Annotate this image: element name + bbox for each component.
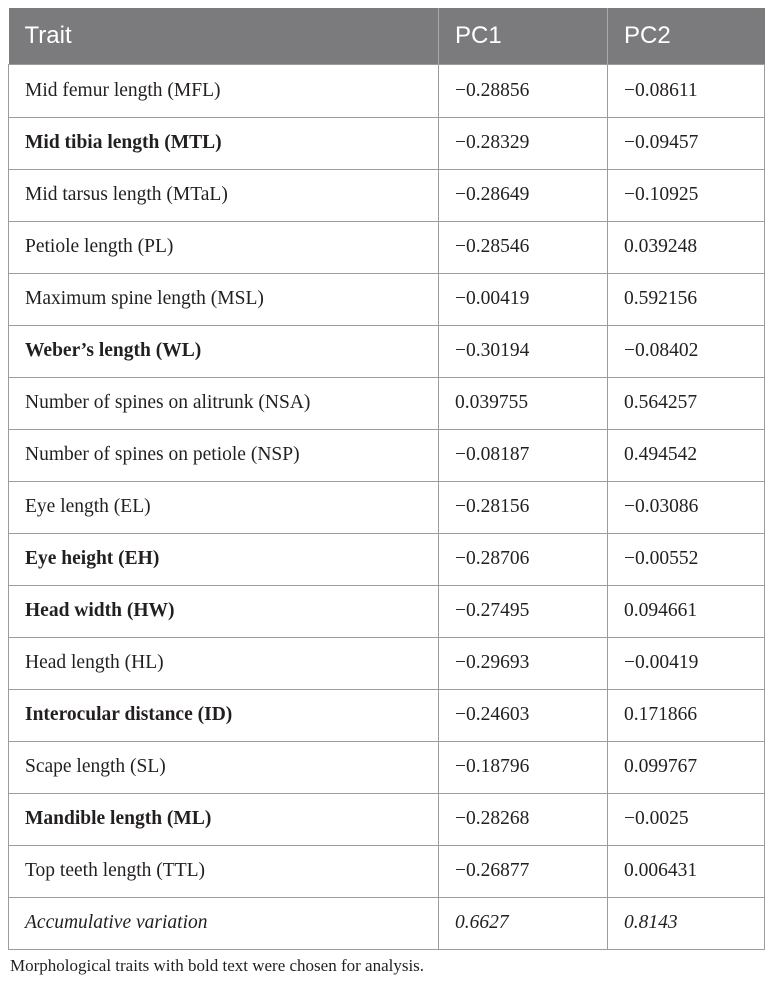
table-row [9, 117, 765, 169]
pc2-cell: −0.10925 [608, 169, 765, 221]
pc2-cell: 0.171866 [608, 689, 765, 741]
summary-pc2-cell: 0.8143 [608, 897, 765, 949]
table-row [9, 637, 765, 689]
trait-cell: Mid tarsus length (MTaL) [9, 169, 439, 221]
pc1-cell: −0.28649 [439, 169, 608, 221]
trait-cell: Weber’s length (WL) [9, 325, 439, 377]
table-row [9, 533, 765, 585]
pc2-cell: 0.494542 [608, 429, 765, 481]
pc1-cell: −0.28329 [439, 117, 608, 169]
pc2-cell: 0.564257 [608, 377, 765, 429]
pc1-cell: −0.27495 [439, 585, 608, 637]
trait-cell: Mandible length (ML) [9, 793, 439, 845]
trait-cell: Interocular distance (ID) [9, 689, 439, 741]
table-row [9, 585, 765, 637]
table-row [9, 793, 765, 845]
pc2-cell: −0.08402 [608, 325, 765, 377]
trait-cell: Maximum spine length (MSL) [9, 273, 439, 325]
pca-loadings-table [8, 8, 765, 950]
summary-label-cell: Accumulative variation [9, 897, 439, 949]
trait-cell: Mid tibia length (MTL) [9, 117, 439, 169]
pc2-cell: 0.039248 [608, 221, 765, 273]
pc1-cell: −0.28706 [439, 533, 608, 585]
table-row [9, 429, 765, 481]
trait-cell: Number of spines on petiole (NSP) [9, 429, 439, 481]
table-row [9, 741, 765, 793]
pc2-cell: −0.00552 [608, 533, 765, 585]
trait-cell: Top teeth length (TTL) [9, 845, 439, 897]
pc1-cell: −0.08187 [439, 429, 608, 481]
trait-cell: Number of spines on alitrunk (NSA) [9, 377, 439, 429]
trait-cell: Eye height (EH) [9, 533, 439, 585]
pc2-cell: 0.094661 [608, 585, 765, 637]
pc1-cell: −0.18796 [439, 741, 608, 793]
table-row [9, 481, 765, 533]
table-row [9, 325, 765, 377]
pc1-cell: −0.00419 [439, 273, 608, 325]
summary-pc1-cell: 0.6627 [439, 897, 608, 949]
header-row [9, 8, 765, 64]
trait-cell: Mid femur length (MFL) [9, 64, 439, 117]
trait-cell: Head width (HW) [9, 585, 439, 637]
header-pc2: PC2 [608, 8, 765, 64]
pc1-cell: 0.039755 [439, 377, 608, 429]
table-row [9, 273, 765, 325]
table-row [9, 377, 765, 429]
table-row [9, 689, 765, 741]
trait-cell: Eye length (EL) [9, 481, 439, 533]
pc1-cell: −0.28856 [439, 64, 608, 117]
pc2-cell: 0.592156 [608, 273, 765, 325]
pc1-cell: −0.30194 [439, 325, 608, 377]
table-header [9, 8, 765, 64]
pc2-cell: −0.00419 [608, 637, 765, 689]
pc2-cell: −0.0025 [608, 793, 765, 845]
pc2-cell: −0.09457 [608, 117, 765, 169]
table-row [9, 169, 765, 221]
header-pc1: PC1 [439, 8, 608, 64]
trait-cell: Head length (HL) [9, 637, 439, 689]
pc1-cell: −0.28268 [439, 793, 608, 845]
table-footnote: Morphological traits with bold text were chosen for analysis. [10, 956, 425, 975]
pc2-cell: 0.006431 [608, 845, 765, 897]
table-row [9, 845, 765, 897]
pca-loadings-table-container [8, 8, 764, 950]
pc1-cell: −0.28156 [439, 481, 608, 533]
pc1-cell: −0.29693 [439, 637, 608, 689]
table-row [9, 221, 765, 273]
pc1-cell: −0.26877 [439, 845, 608, 897]
pc1-cell: −0.28546 [439, 221, 608, 273]
trait-cell: Petiole length (PL) [9, 221, 439, 273]
table-body [9, 64, 765, 949]
pc1-cell: −0.24603 [439, 689, 608, 741]
trait-cell: Scape length (SL) [9, 741, 439, 793]
pc2-cell: 0.099767 [608, 741, 765, 793]
header-trait: Trait [9, 8, 439, 64]
pc2-cell: −0.08611 [608, 64, 765, 117]
table-row [9, 64, 765, 117]
summary-row [9, 897, 765, 949]
pc2-cell: −0.03086 [608, 481, 765, 533]
